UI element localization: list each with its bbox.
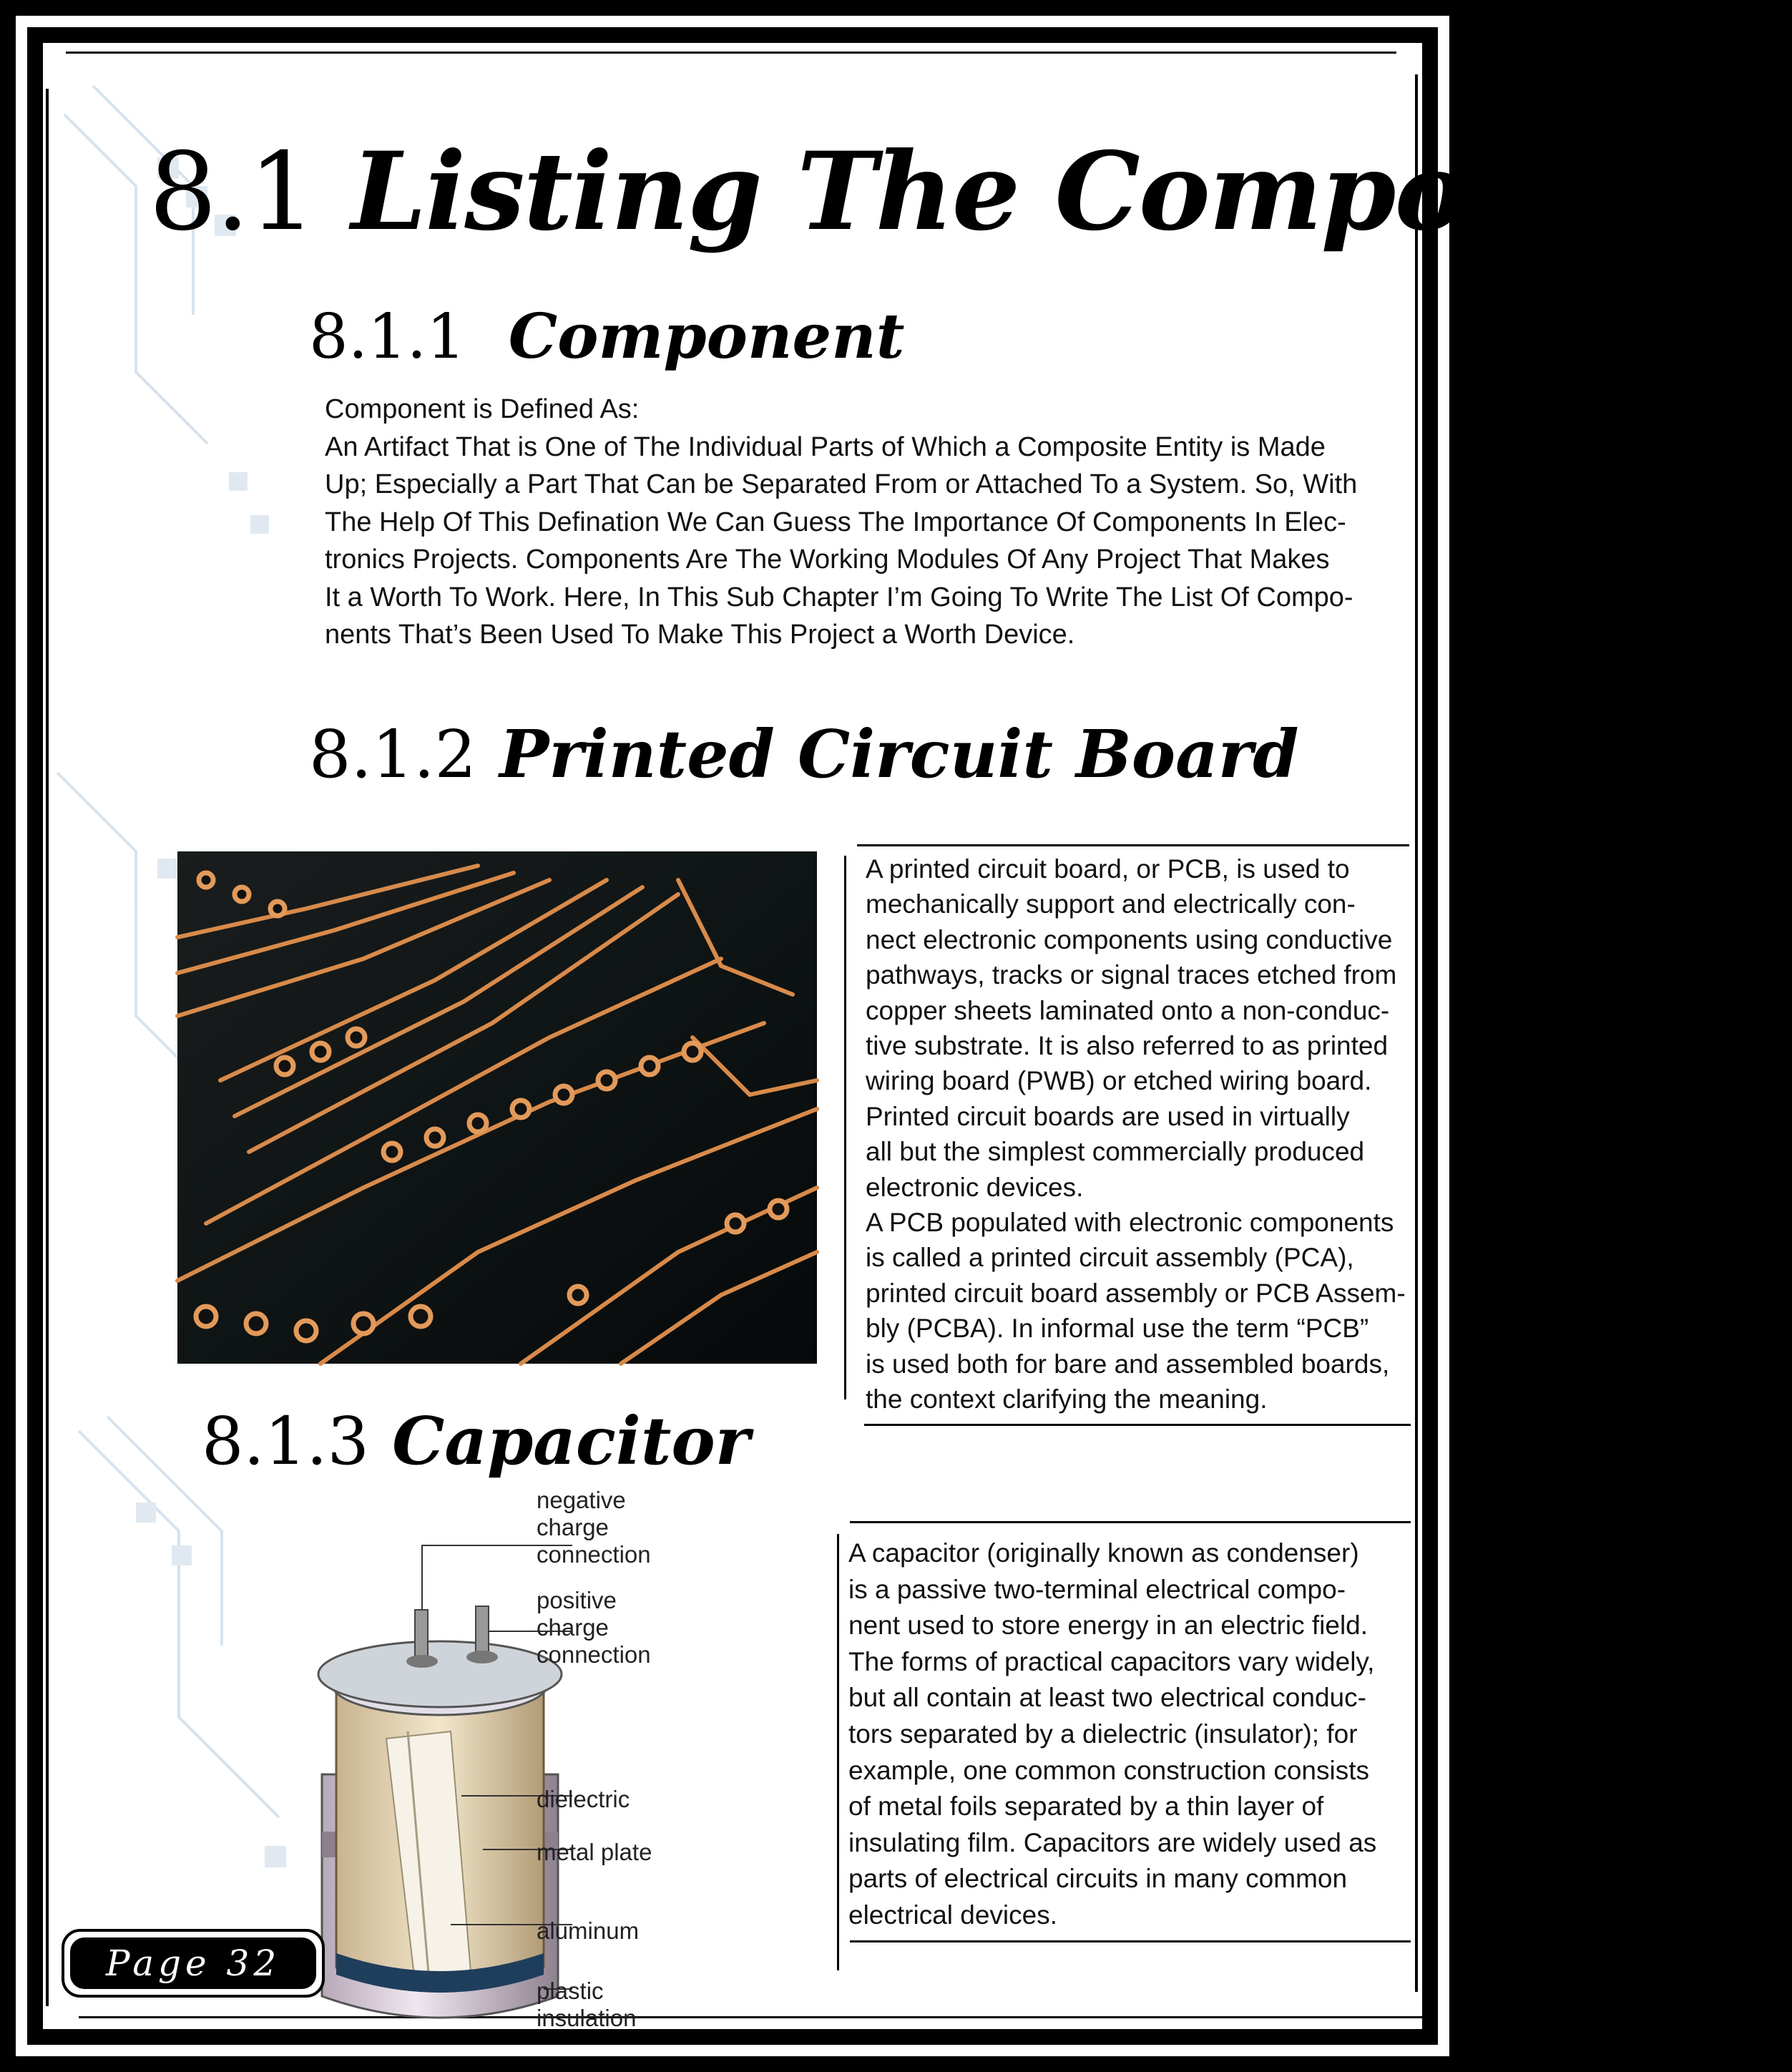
text-line: nents That’s Been Used To Make This Project a Worth Device. — [325, 620, 1075, 650]
pcb-text-side-rule — [844, 856, 846, 1399]
label-negative-connection — [537, 1487, 651, 1568]
text-line: A capacitor (originally known as condenser) — [848, 1538, 1359, 1568]
label-line: charge — [537, 1514, 609, 1540]
text-line: A printed circuit board, or PCB, is used to — [866, 854, 1350, 884]
page-number-badge — [62, 1929, 325, 1998]
text-line: An Artifact That is One of The Individual Parts of Which a Composite Entity is Made — [325, 431, 1326, 462]
pcb-photo — [177, 851, 817, 1364]
pcb-text-bottom-rule — [864, 1424, 1411, 1426]
text-line: The forms of practical capacitors vary widely, — [848, 1646, 1375, 1676]
text-line: copper sheets laminated onto a non-conduc- — [866, 995, 1390, 1025]
text-line: Printed circuit boards are used in virtually — [866, 1101, 1350, 1131]
capacitor-description — [848, 1535, 1421, 1934]
text-line: is used both for bare and assembled boards, — [866, 1349, 1390, 1379]
label-metal-plate: metal plate — [537, 1839, 652, 1865]
section-heading-capacitor — [202, 1402, 750, 1480]
label-dielectric: dielectric — [537, 1786, 630, 1812]
label-line: negative — [537, 1487, 626, 1513]
chapter-title: Listing The Components — [351, 129, 1792, 255]
page-number-label: Page 32 — [70, 1937, 316, 1989]
pcb-description — [866, 851, 1424, 1417]
text-line: insulating film. Capacitors are widely used as — [848, 1827, 1377, 1857]
label-line: plastic — [537, 1978, 604, 2004]
section-heading-pcb — [309, 715, 1299, 793]
label-positive-connection — [537, 1587, 651, 1668]
text-line: pathways, tracks or signal traces etched from — [866, 960, 1397, 990]
top-rule — [66, 52, 1396, 54]
text-line: Up; Especially a Part That Can be Separated From or Attached To a System. So, With — [325, 469, 1358, 499]
text-line: example, one common construction consists — [848, 1755, 1370, 1785]
chapter-number: 8.1 — [149, 130, 315, 255]
text-line: all but the simplest commercially produced — [866, 1137, 1365, 1167]
text-line: parts of electrical circuits in many common — [848, 1864, 1348, 1894]
text-line: of metal foils separated by a thin layer of — [848, 1792, 1324, 1822]
bottom-rule — [79, 2016, 1424, 2018]
text-line: tronics Projects. Components Are The Working Modules Of Any Project That Makes — [325, 544, 1330, 575]
label-plastic-insulation — [537, 1978, 636, 2032]
text-line: the context clarifying the meaning. — [866, 1384, 1268, 1414]
capacitor-text-side-rule — [837, 1534, 839, 1970]
text-line: printed circuit board assembly or PCB Assem- — [866, 1278, 1406, 1308]
text-line: mechanically support and electrically con- — [866, 889, 1356, 919]
chapter-heading — [149, 129, 1792, 255]
section-heading-component — [309, 300, 905, 373]
text-line: electrical devices. — [848, 1900, 1058, 1930]
text-line: is called a printed circuit assembly (PCA), — [866, 1243, 1354, 1273]
pcb-text-top-rule — [857, 844, 1409, 846]
text-line: The Help Of This Defination We Can Guess The Importance Of Components In Elec- — [325, 507, 1346, 537]
label-line: positive — [537, 1587, 617, 1613]
text-line: but all contain at least two electrical conduc- — [848, 1683, 1366, 1713]
section-title: Printed Circuit Board — [499, 715, 1299, 793]
text-line: nect electronic components using conductive — [866, 924, 1393, 954]
text-line: tors separated by a dielectric (insulator); for — [848, 1719, 1358, 1749]
label-line: connection — [537, 1541, 651, 1568]
section-title: Capacitor — [392, 1402, 750, 1480]
left-rule — [46, 89, 49, 2006]
text-line: tive substrate. It is also referred to as printed — [866, 1031, 1389, 1061]
component-definition — [325, 391, 1398, 654]
section-title: Component — [508, 300, 905, 373]
text-line: nent used to store energy in an electric field. — [848, 1611, 1369, 1641]
text-line: wiring board (PWB) or etched wiring board. — [866, 1066, 1372, 1096]
text-line: bly (PCBA). In informal use the term “PCB” — [866, 1314, 1369, 1344]
label-line: charge — [537, 1614, 609, 1641]
label-aluminum: aluminum — [537, 1917, 640, 1944]
section-number: 8.1.2 — [309, 716, 477, 793]
label-line: connection — [537, 1641, 651, 1668]
text-line: Component is Defined As: — [325, 394, 640, 424]
capacitor-text-top-rule — [850, 1521, 1411, 1523]
document-page — [43, 43, 1792, 2031]
section-number: 8.1.1 — [309, 301, 466, 373]
text-line: A PCB populated with electronic components — [866, 1208, 1394, 1238]
capacitor-text-bottom-rule — [850, 1940, 1411, 1942]
text-line: is a passive two-terminal electrical compo- — [848, 1574, 1346, 1604]
capacitor-diagram — [308, 1495, 572, 2039]
text-line: It a Worth To Work. Here, In This Sub Chapter I’m Going To Write The List Of Compo- — [325, 582, 1353, 612]
label-line: insulation — [537, 2005, 637, 2031]
section-number: 8.1.3 — [202, 1403, 370, 1480]
text-line: electronic devices. — [866, 1172, 1084, 1202]
